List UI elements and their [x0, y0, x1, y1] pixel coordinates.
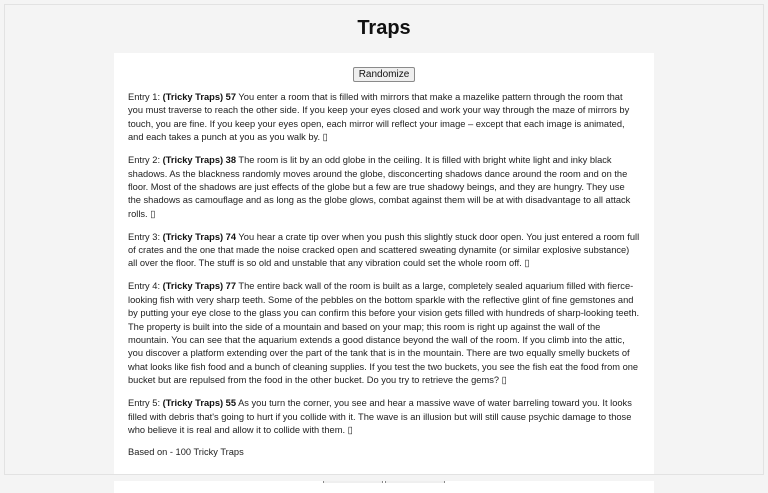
copy-icon[interactable]: ▯ — [322, 132, 328, 143]
entry-2: Entry 2: (Tricky Traps) 38 The room is lit by an odd globe in the ceiling. It is filled with bright white light and inky black shadows. As the blackness randomly moves around the globe, disconcerting shadows dance around the room and on the floor. Most of the shadows are just effects of the globe but a few are true shadowy beings, and they are hungry. They use the shadows as camouflage and as long as the globe glows, combat against them will be at with disadvantage to all attack rolls. ▯ — [128, 155, 631, 219]
based-on-credit: Based on - 100 Tricky Traps — [128, 446, 244, 457]
entry-4: Entry 4: (Tricky Traps) 77 The entire back wall of the room is built as a large, completely sealed aquarium filled with fierce-looking fish with very sharp teeth. Some of the pebbles on the bottom sparkle with the reflective glint of fine gemstones and by putting your eye close to the glass you can confirm this before your vision gets filled with hundreds of sharp-looking teeth. The property is built into the side of a mountain and based on your map; this room is right up against the wall of the mountain. You can see that the aquarium extends a good distance beyond the wall of the room. If you climb into the attic, you discover a platform extending over the part of the tank that is in the mountain. There are two equally smelly buckets of what looks like fish food and a bunch of cleaning supplies. If you test the two buckets, you see the fish eat the food from one bucket but are repulsed from the food in the other bucket. Do you try to retrieve the gems? ▯ — [128, 281, 640, 386]
page-title: Traps — [357, 17, 411, 39]
entry-source: (Tricky Traps) 38 — [162, 155, 237, 166]
copy-icon[interactable]: ▯ — [524, 258, 530, 269]
entry-3: Entry 3: (Tricky Traps) 74 You hear a crate tip over when you push this slightly stuck door open. You just entered a room full of crates and the one that made the noise cracked open and scattered sweating dynamite (or similar explosive substance) all over the floor. The stuff is so old and unstable that any vibration could set the whole room off. ▯ — [128, 231, 640, 269]
entry-1: Entry 1: (Tricky Traps) 57 You enter a room that is filled with mirrors that make a mazelike pattern through the room that you must traverse to reach the other side. If you keep your eyes closed and work your way through the maze of mirrors by touch, you are fine. If you keep your eyes open, each mirror will reflect your image – except that each image is animated, and each takes a punch at you as you walk by. ▯ — [128, 92, 630, 143]
entry-source: (Tricky Traps) 55 — [162, 398, 237, 409]
copy-icon[interactable]: ▯ — [501, 375, 507, 386]
entry-source: (Tricky Traps) 57 — [162, 92, 237, 102]
entry-5: Entry 5: (Tricky Traps) 55 As you turn the corner, you see and hear a massive wave of water barreling toward you. It looks filled with debris that's going to hurt if you collide with it. The wave is an illusion but will still cause psychic damage to those who believe it is real and allow it to collide with them. ▯ — [128, 398, 632, 435]
content-card — [114, 53, 654, 493]
entry-source: (Tricky Traps) 77 — [162, 281, 237, 292]
entry-list — [114, 91, 654, 457]
entry-source: (Tricky Traps) 74 — [162, 231, 237, 242]
copy-icon[interactable]: ▯ — [150, 208, 156, 219]
copy-icon[interactable]: ▯ — [347, 424, 353, 435]
randomize-button[interactable]: Randomize — [353, 67, 416, 82]
